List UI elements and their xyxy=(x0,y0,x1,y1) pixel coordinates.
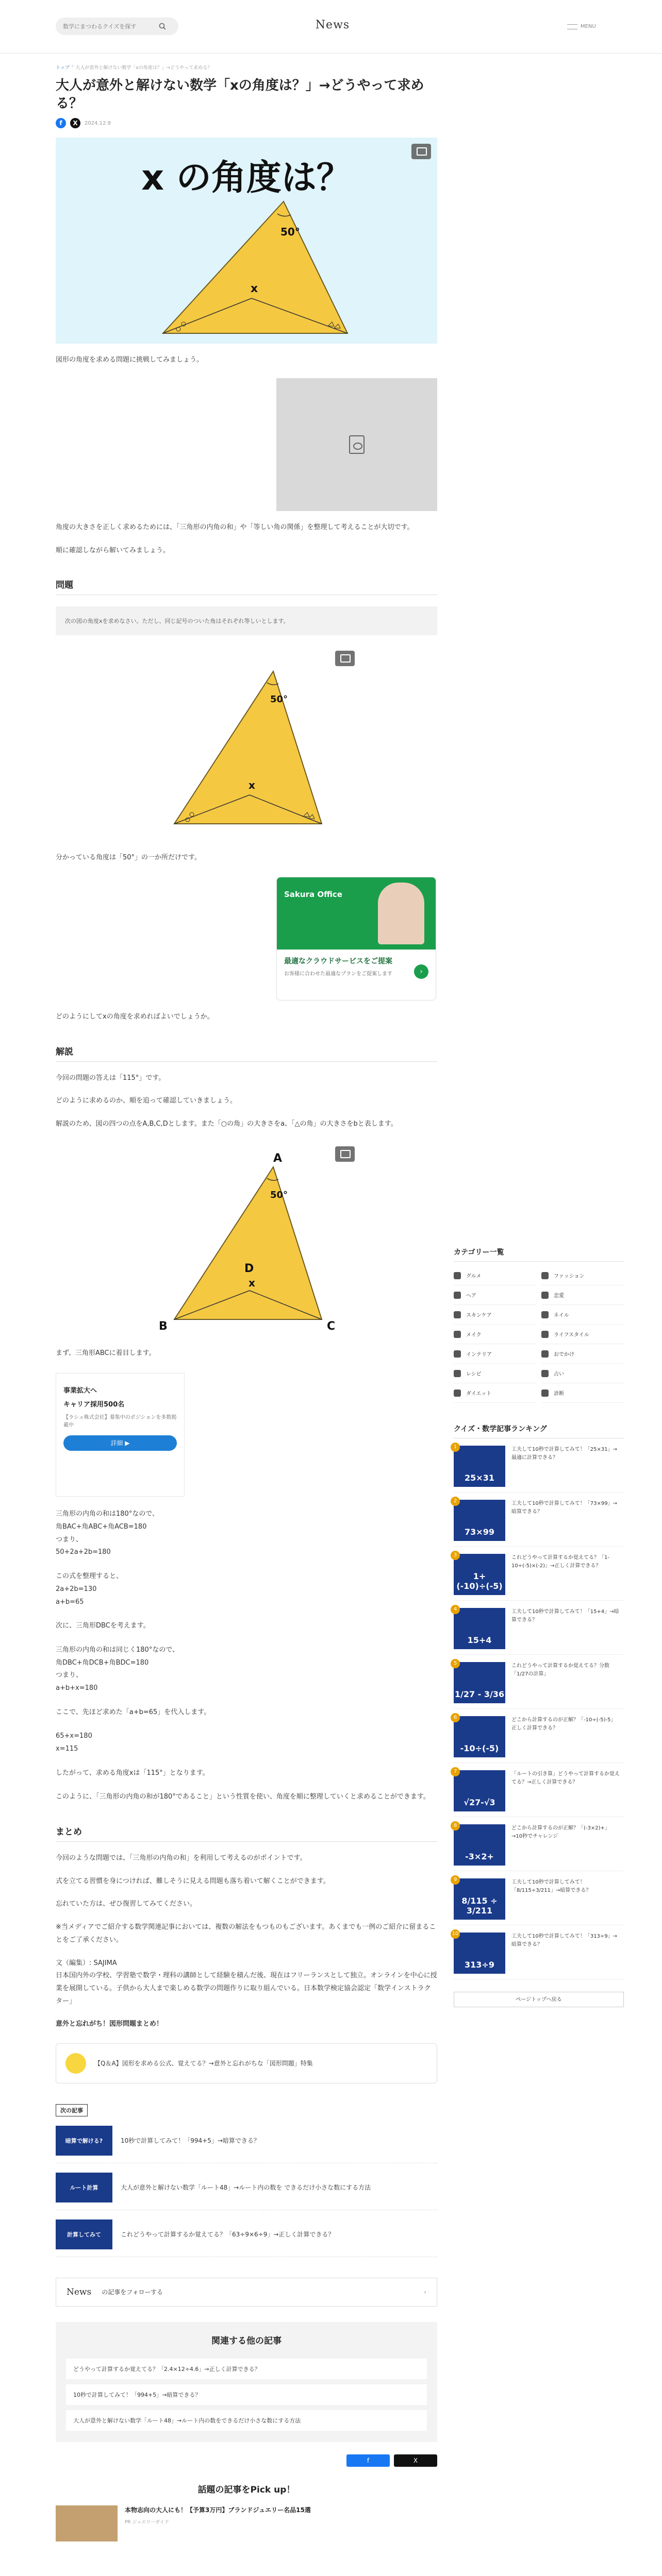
ranking-number: 3 xyxy=(451,1551,460,1560)
category-icon xyxy=(541,1350,549,1358)
pickup-meta: PR ジュエリーガイド xyxy=(125,2519,169,2525)
related-box xyxy=(56,2322,437,2442)
category-label: スキンケア xyxy=(466,1313,492,1318)
chevron-right-icon: › xyxy=(424,2288,426,2296)
calc-line: 2a+2b=130 xyxy=(56,1585,97,1593)
list-item[interactable] xyxy=(56,2219,437,2257)
point-d-label: D xyxy=(244,1262,254,1275)
intro-text: 図形の角度を求める問題に挑戦してみましょう。 xyxy=(56,356,204,364)
category-item[interactable] xyxy=(454,1266,536,1285)
ranking-heading: クイズ・数学記事ランキング xyxy=(454,1423,624,1438)
category-label: ヘア xyxy=(466,1293,476,1299)
search-icon[interactable] xyxy=(159,23,166,30)
ranking-thumb xyxy=(454,1716,505,1757)
category-label: レシピ xyxy=(466,1371,482,1377)
calc-block-2 xyxy=(56,1570,437,1608)
ranking-title: 工夫して10秒で計算してみて！「15+4」→暗算できる？ xyxy=(511,1609,619,1623)
ranking-thumb xyxy=(454,1770,505,1811)
category-item[interactable] xyxy=(454,1383,536,1403)
menu-button[interactable] xyxy=(567,24,596,29)
related-heading: 意外と忘れがち！図形問題まとめ！ xyxy=(56,2020,163,2028)
x-share-icon[interactable]: X xyxy=(70,118,80,128)
ranking-number: 2 xyxy=(451,1497,460,1506)
category-label: メイク xyxy=(466,1332,482,1338)
breadcrumb xyxy=(56,64,437,71)
category-label: 診断 xyxy=(554,1391,564,1397)
ranking-title: 工夫して10秒で計算してみて！「313÷9」→暗算できる？ xyxy=(511,1934,617,1947)
menu-label: MENU xyxy=(581,24,596,29)
category-icon xyxy=(541,1292,549,1299)
article-meta xyxy=(56,118,437,128)
answer-2: どのように求めるのか、順を追って確認していきましょう。 xyxy=(56,1097,237,1105)
ranking-number: 10 xyxy=(451,1929,460,1939)
next-title: これどうやって計算するか覚えてる？「63÷9×6÷9」→正しく計算できる？ xyxy=(121,2231,335,2239)
ranking-thumb xyxy=(454,1878,505,1920)
figure-angle-label: 50° xyxy=(270,694,288,705)
figure-x-label: x xyxy=(249,779,255,792)
summary-2: 式を立てる習慣を身につければ、難しそうに見える問題も落ち着いて解くことができます。 xyxy=(56,1877,330,1885)
lightbulb-icon xyxy=(65,2053,86,2074)
calc-line: つまり、 xyxy=(56,1671,83,1680)
search-box[interactable] xyxy=(56,18,178,35)
follow-text: の記事をフォローする xyxy=(102,2289,163,2296)
x-share-button[interactable]: X xyxy=(394,2454,437,2467)
calc-line: a+b=65 xyxy=(56,1598,84,1606)
ranking-thumb xyxy=(454,1608,505,1649)
ranking-equation: 313÷9 xyxy=(465,1960,494,1970)
category-icon xyxy=(541,1331,549,1338)
breadcrumb-sep: › xyxy=(71,64,74,69)
ad-brand: Sakura Office xyxy=(284,889,342,899)
category-label: インテリア xyxy=(466,1352,492,1358)
heading-summary: まとめ xyxy=(56,1824,437,1842)
list-item[interactable] xyxy=(56,2126,437,2163)
ad-sub: お客様に合わせた最適なプランをご提案します xyxy=(284,971,392,977)
next-articles xyxy=(56,2104,437,2257)
ranking-item[interactable] xyxy=(454,1716,624,1763)
category-item[interactable] xyxy=(454,1325,536,1344)
category-item[interactable] xyxy=(454,1364,536,1383)
facebook-share-button[interactable]: f xyxy=(346,2454,390,2467)
follow-bar[interactable] xyxy=(56,2278,437,2307)
category-icon xyxy=(454,1311,461,1318)
category-item[interactable] xyxy=(454,1285,536,1305)
category-item[interactable] xyxy=(541,1344,624,1364)
heading-answer: 解説 xyxy=(56,1044,437,1062)
ranking-number: 9 xyxy=(451,1875,460,1885)
calc-line: つまり、 xyxy=(56,1535,83,1544)
next-title: 10秒で計算してみて！「994+5」→暗算できる？ xyxy=(121,2137,260,2145)
ranking-title: これどうやって計算するか覚えてる？分数「1/27の計算」 xyxy=(511,1663,609,1677)
next-thumb: 計算してみて xyxy=(56,2219,112,2249)
related-box-heading: 関連する他の記事 xyxy=(211,2335,282,2346)
ranking-equation: 15+4 xyxy=(467,1635,492,1645)
ranking-item[interactable] xyxy=(454,1933,624,1979)
category-icon xyxy=(541,1272,549,1279)
image-placeholder xyxy=(276,378,437,511)
ad-person-image xyxy=(378,883,424,944)
calc-block-8: このように、「三角形の内角の和が180°であること」という性質を使い、角度を順に整理していくと求めることができます。 xyxy=(56,1793,430,1801)
category-item[interactable] xyxy=(541,1285,624,1305)
category-label: ファッション xyxy=(554,1274,585,1279)
ranking-equation: 73×99 xyxy=(465,1527,494,1537)
calc-block-5: ここで、先ほど求めた「a+b=65」を代入します。 xyxy=(56,1708,211,1716)
category-icon xyxy=(454,1389,461,1397)
ranking-thumb xyxy=(454,1662,505,1703)
list-item[interactable] xyxy=(56,2505,437,2541)
facebook-share-icon[interactable]: f xyxy=(56,118,66,128)
paragraph-1: 角度の大きさを正しく求めるためには、「三角形の内角の和」や「等しい角の関係」を整理して考えることが大切です。 xyxy=(56,523,414,531)
ranking-title: これどうやって計算するか覚えてる？「1-10÷(-5)×(-2)」→正しく計算できる？ xyxy=(511,1555,609,1569)
calc-line: 50+2a+2b=180 xyxy=(56,1548,111,1556)
category-label: グルメ xyxy=(466,1274,482,1279)
answer-triangle xyxy=(138,1146,355,1337)
ad-small-label: 事業拡大へ xyxy=(63,1387,97,1395)
answer-4: まず、三角形ABCに着目します。 xyxy=(56,1349,156,1357)
category-label: 占い xyxy=(554,1371,564,1377)
answer-1: 今回の問題の答えは「115°」です。 xyxy=(56,1074,166,1082)
page-top-button[interactable]: ページトップへ戻る xyxy=(454,1992,624,2007)
ad-card[interactable] xyxy=(276,877,436,1001)
gallery-icon[interactable] xyxy=(335,1146,355,1162)
calc-block-6 xyxy=(56,1730,437,1755)
calc-block-3: 次に、三角形DBCを考えます。 xyxy=(56,1622,150,1630)
categories-grid xyxy=(454,1266,624,1403)
ranking-equation: √27-√3 xyxy=(464,1798,495,1807)
follow-logo: News xyxy=(67,2286,92,2297)
list-item[interactable] xyxy=(56,2173,437,2210)
next-thumb: ルート計算 xyxy=(56,2173,112,2202)
calc-block-4 xyxy=(56,1644,437,1695)
ranking-item[interactable] xyxy=(454,1608,624,1655)
ranking-equation: 8/115 ÷ 3/211 xyxy=(461,1896,498,1916)
pickup-heading: 話題の記事をPick up！ xyxy=(197,2484,295,2495)
category-item[interactable] xyxy=(541,1305,624,1325)
question-triangle xyxy=(138,651,355,841)
ranking-item[interactable] xyxy=(454,1662,624,1709)
ranking-thumb xyxy=(454,1933,505,1974)
ranking-title: 「ルートの引き算」どうやって計算するか覚えてる？→正しく計算できる？ xyxy=(511,1771,620,1785)
related-card[interactable] xyxy=(56,2043,437,2083)
ranking-title: どこから計算するのが正解？「-10÷(-5)-5」正しく計算できる？ xyxy=(511,1717,616,1731)
point-b-label: B xyxy=(159,1319,168,1333)
pickup-thumb xyxy=(56,2505,118,2541)
calc-block-1 xyxy=(56,1508,437,1559)
point-c-label: C xyxy=(327,1319,336,1333)
ranking-thumb xyxy=(454,1500,505,1541)
calc-line: 65+x=180 xyxy=(56,1732,92,1740)
answer-angle-label: 50° xyxy=(270,1189,288,1200)
ranking-item[interactable] xyxy=(454,1554,624,1601)
ranking-equation: 1+(-10)÷(-5) xyxy=(456,1571,503,1591)
calc-line: 三角形の内角の和は180°なので、 xyxy=(56,1510,159,1518)
list-item[interactable]: どうやって計算するか覚えてる？「2.4×12÷4.6」→正しく計算できる？ xyxy=(66,2359,427,2379)
question-figure xyxy=(138,651,355,841)
category-label: ダイエット xyxy=(466,1391,492,1397)
ranking-item[interactable] xyxy=(454,1446,624,1493)
ranking-number: 6 xyxy=(451,1713,460,1722)
paragraph-3: 分かっている角度は「50°」の一か所だけです。 xyxy=(56,854,202,862)
pickup-title: 本物志向の大人にも！【予算3万円】ブランドジュエリー名品15選 xyxy=(125,2506,311,2514)
category-icon xyxy=(454,1292,461,1299)
category-item[interactable] xyxy=(541,1266,624,1285)
summary-1: 今回のような問題では、「三角形の内角の和」を利用して考えるのがポイントです。 xyxy=(56,1854,307,1862)
share-row xyxy=(56,2454,437,2467)
hero-angle-label: 50° xyxy=(280,226,300,239)
gallery-icon[interactable] xyxy=(335,651,355,666)
category-item[interactable] xyxy=(541,1325,624,1344)
ranking-thumb xyxy=(454,1446,505,1487)
list-item[interactable]: 10秒で計算してみて！「994+5」→暗算できる？ xyxy=(66,2384,427,2405)
ad-small-body: 【ラシュ株式会社】募集中のポジションを多数掲載中 xyxy=(63,1415,177,1429)
category-label: おでかけ xyxy=(554,1352,574,1358)
category-icon xyxy=(454,1331,461,1338)
category-label: ライフスタイル xyxy=(554,1332,589,1338)
ranking-title: 工夫して10秒で計算してみて！「8/115÷3/211」→暗算できる？ xyxy=(511,1879,591,1893)
ranking-number: 5 xyxy=(451,1659,460,1668)
ranking-equation: -10÷(-5) xyxy=(460,1743,499,1753)
ranking-item[interactable] xyxy=(454,1500,624,1547)
calc-line: 角BAC+角ABC+角ACB=180 xyxy=(56,1523,147,1531)
category-icon xyxy=(541,1370,549,1377)
ranking-list xyxy=(454,1446,624,1979)
point-a-label: A xyxy=(273,1151,283,1165)
next-tag: 次の記事 xyxy=(56,2104,88,2116)
category-item[interactable] xyxy=(454,1305,536,1325)
ranking-number: 7 xyxy=(451,1767,460,1776)
ranking-item[interactable] xyxy=(454,1770,624,1817)
ad-small-cta[interactable]: 詳細 ▶ xyxy=(63,1435,177,1451)
article-main xyxy=(56,54,437,2541)
calc-line: この式を整理すると、 xyxy=(56,1572,123,1581)
ad-headline: 最適なクラウドサービスをご提案 xyxy=(284,957,392,965)
category-item[interactable] xyxy=(541,1364,624,1383)
ad-card-image xyxy=(277,877,436,950)
summary-3: 忘れていた方は、ぜひ復習してみてください。 xyxy=(56,1900,197,1908)
category-icon xyxy=(454,1350,461,1358)
next-thumb: 暗算で解ける? xyxy=(56,2126,112,2156)
category-icon xyxy=(454,1272,461,1279)
question-box: 次の図の角度xを求めなさい。ただし、同じ記号のついた角はそれぞれ等しいとします。 xyxy=(56,606,437,635)
category-item[interactable] xyxy=(541,1383,624,1403)
broken-image-icon xyxy=(349,435,365,454)
related-card-text: 【Q＆A】図形を求める公式、覚えてる？→意外と忘れがちな「図形問題」特集 xyxy=(94,2060,313,2067)
article-title: 大人が意外と解けない数学「xの角度は？」→どうやって求める？ xyxy=(56,78,424,112)
category-icon xyxy=(541,1311,549,1318)
next-title: 大人が意外と解けない数学「ルート48」→ルート内の数を できるだけ小さな数にする方法 xyxy=(121,2184,371,2192)
list-item[interactable]: 大人が意外と解けない数学「ルート48」→ルート内の数をできるだけ小さな数にする方法 xyxy=(66,2410,427,2431)
answer-3: 解説のため、図の四つの点をA,B,C,Dとします。また「○の角」の大きさをa、「△の角」の大きさをbと表します。 xyxy=(56,1120,398,1128)
answer-x-label: x xyxy=(249,1276,255,1289)
calc-line: 三角形の内角の和は同じく180°なので、 xyxy=(56,1646,179,1654)
category-label: ネイル xyxy=(554,1313,569,1318)
paragraph-2: 順に確認しながら解いてみましょう。 xyxy=(56,546,170,554)
ranking-item[interactable] xyxy=(454,1878,624,1925)
ad-small[interactable] xyxy=(56,1373,185,1497)
ranking-title: 工夫して10秒で計算してみて！「25×31」→最適に計算できる？ xyxy=(511,1447,617,1461)
ad-arrow-icon[interactable]: › xyxy=(414,964,428,979)
ranking-equation: 1/27 - 3/36 xyxy=(454,1689,505,1699)
ranking-item[interactable] xyxy=(454,1824,624,1871)
author-label: 文（編集）: SAJIMA xyxy=(56,1959,117,1967)
hero-title: x の角度は？ xyxy=(141,158,352,199)
ranking-number: 1 xyxy=(451,1443,460,1452)
category-item[interactable] xyxy=(454,1344,536,1364)
calc-line: 角DBC+角DCB+角BDC=180 xyxy=(56,1658,149,1667)
ranking-equation: 25×31 xyxy=(465,1473,494,1483)
calc-block-7: したがって、求める角度xは「115°」となります。 xyxy=(56,1769,209,1777)
heading-question: 問題 xyxy=(56,578,437,595)
ranking-thumb xyxy=(454,1824,505,1866)
search-input[interactable] xyxy=(63,23,159,30)
category-icon xyxy=(541,1389,549,1397)
site-logo[interactable]: News xyxy=(315,19,350,31)
article-date: 2024.12.9 xyxy=(85,120,111,126)
ranking-number: 4 xyxy=(451,1605,460,1614)
summary-note: ※当メディアでご紹介する数学関連記事においては、複数の解法をもつものもございます。あくまでも一例のご紹介に留まることをご了承ください。 xyxy=(56,1923,436,1944)
categories-heading: カテゴリー一覧 xyxy=(454,1247,624,1262)
hero-image xyxy=(56,138,437,344)
hero-x-label: x xyxy=(251,282,258,296)
site-header xyxy=(0,0,662,54)
category-label: 恋愛 xyxy=(554,1293,564,1299)
ranking-number: 8 xyxy=(451,1821,460,1831)
ranking-equation: -3×2+ xyxy=(465,1852,494,1861)
calc-line: a+b+x=180 xyxy=(56,1684,98,1692)
ranking-title: どこから計算するのが正解？「(-3×2)+」→10秒でチャレンジ xyxy=(511,1825,610,1839)
breadcrumb-home[interactable]: トップ xyxy=(56,65,70,71)
author-bio: 日本国内外の学校、学習塾で数学・理科の講師として経験を積んだ後、現在はフリーランスとして独立。オンラインを中心に授業を展開している。子供から大人まで楽しめる数学の問題作りに取り組んでいる。日本数学検定協会認定「数学インストラクター」 xyxy=(56,1972,437,2005)
ad-small-headline: キャリア採用500名 xyxy=(63,1401,125,1409)
category-icon xyxy=(454,1370,461,1377)
hero-triangle xyxy=(56,138,437,344)
ranking-thumb xyxy=(454,1554,505,1595)
ranking-title: 工夫して10秒で計算してみて！「73×99」→暗算できる？ xyxy=(511,1501,617,1515)
breadcrumb-current: 大人が意外と解けない数学「xの角度は？」→どうやって求める？ xyxy=(75,65,212,71)
calc-line: x=115 xyxy=(56,1745,78,1753)
sidebar xyxy=(454,1247,624,2007)
answer-figure xyxy=(138,1146,355,1337)
menu-icon xyxy=(567,24,577,29)
paragraph-4: どのようにしてxの角度を求めればよいでしょうか。 xyxy=(56,1012,214,1021)
ad-card-body xyxy=(277,950,436,983)
